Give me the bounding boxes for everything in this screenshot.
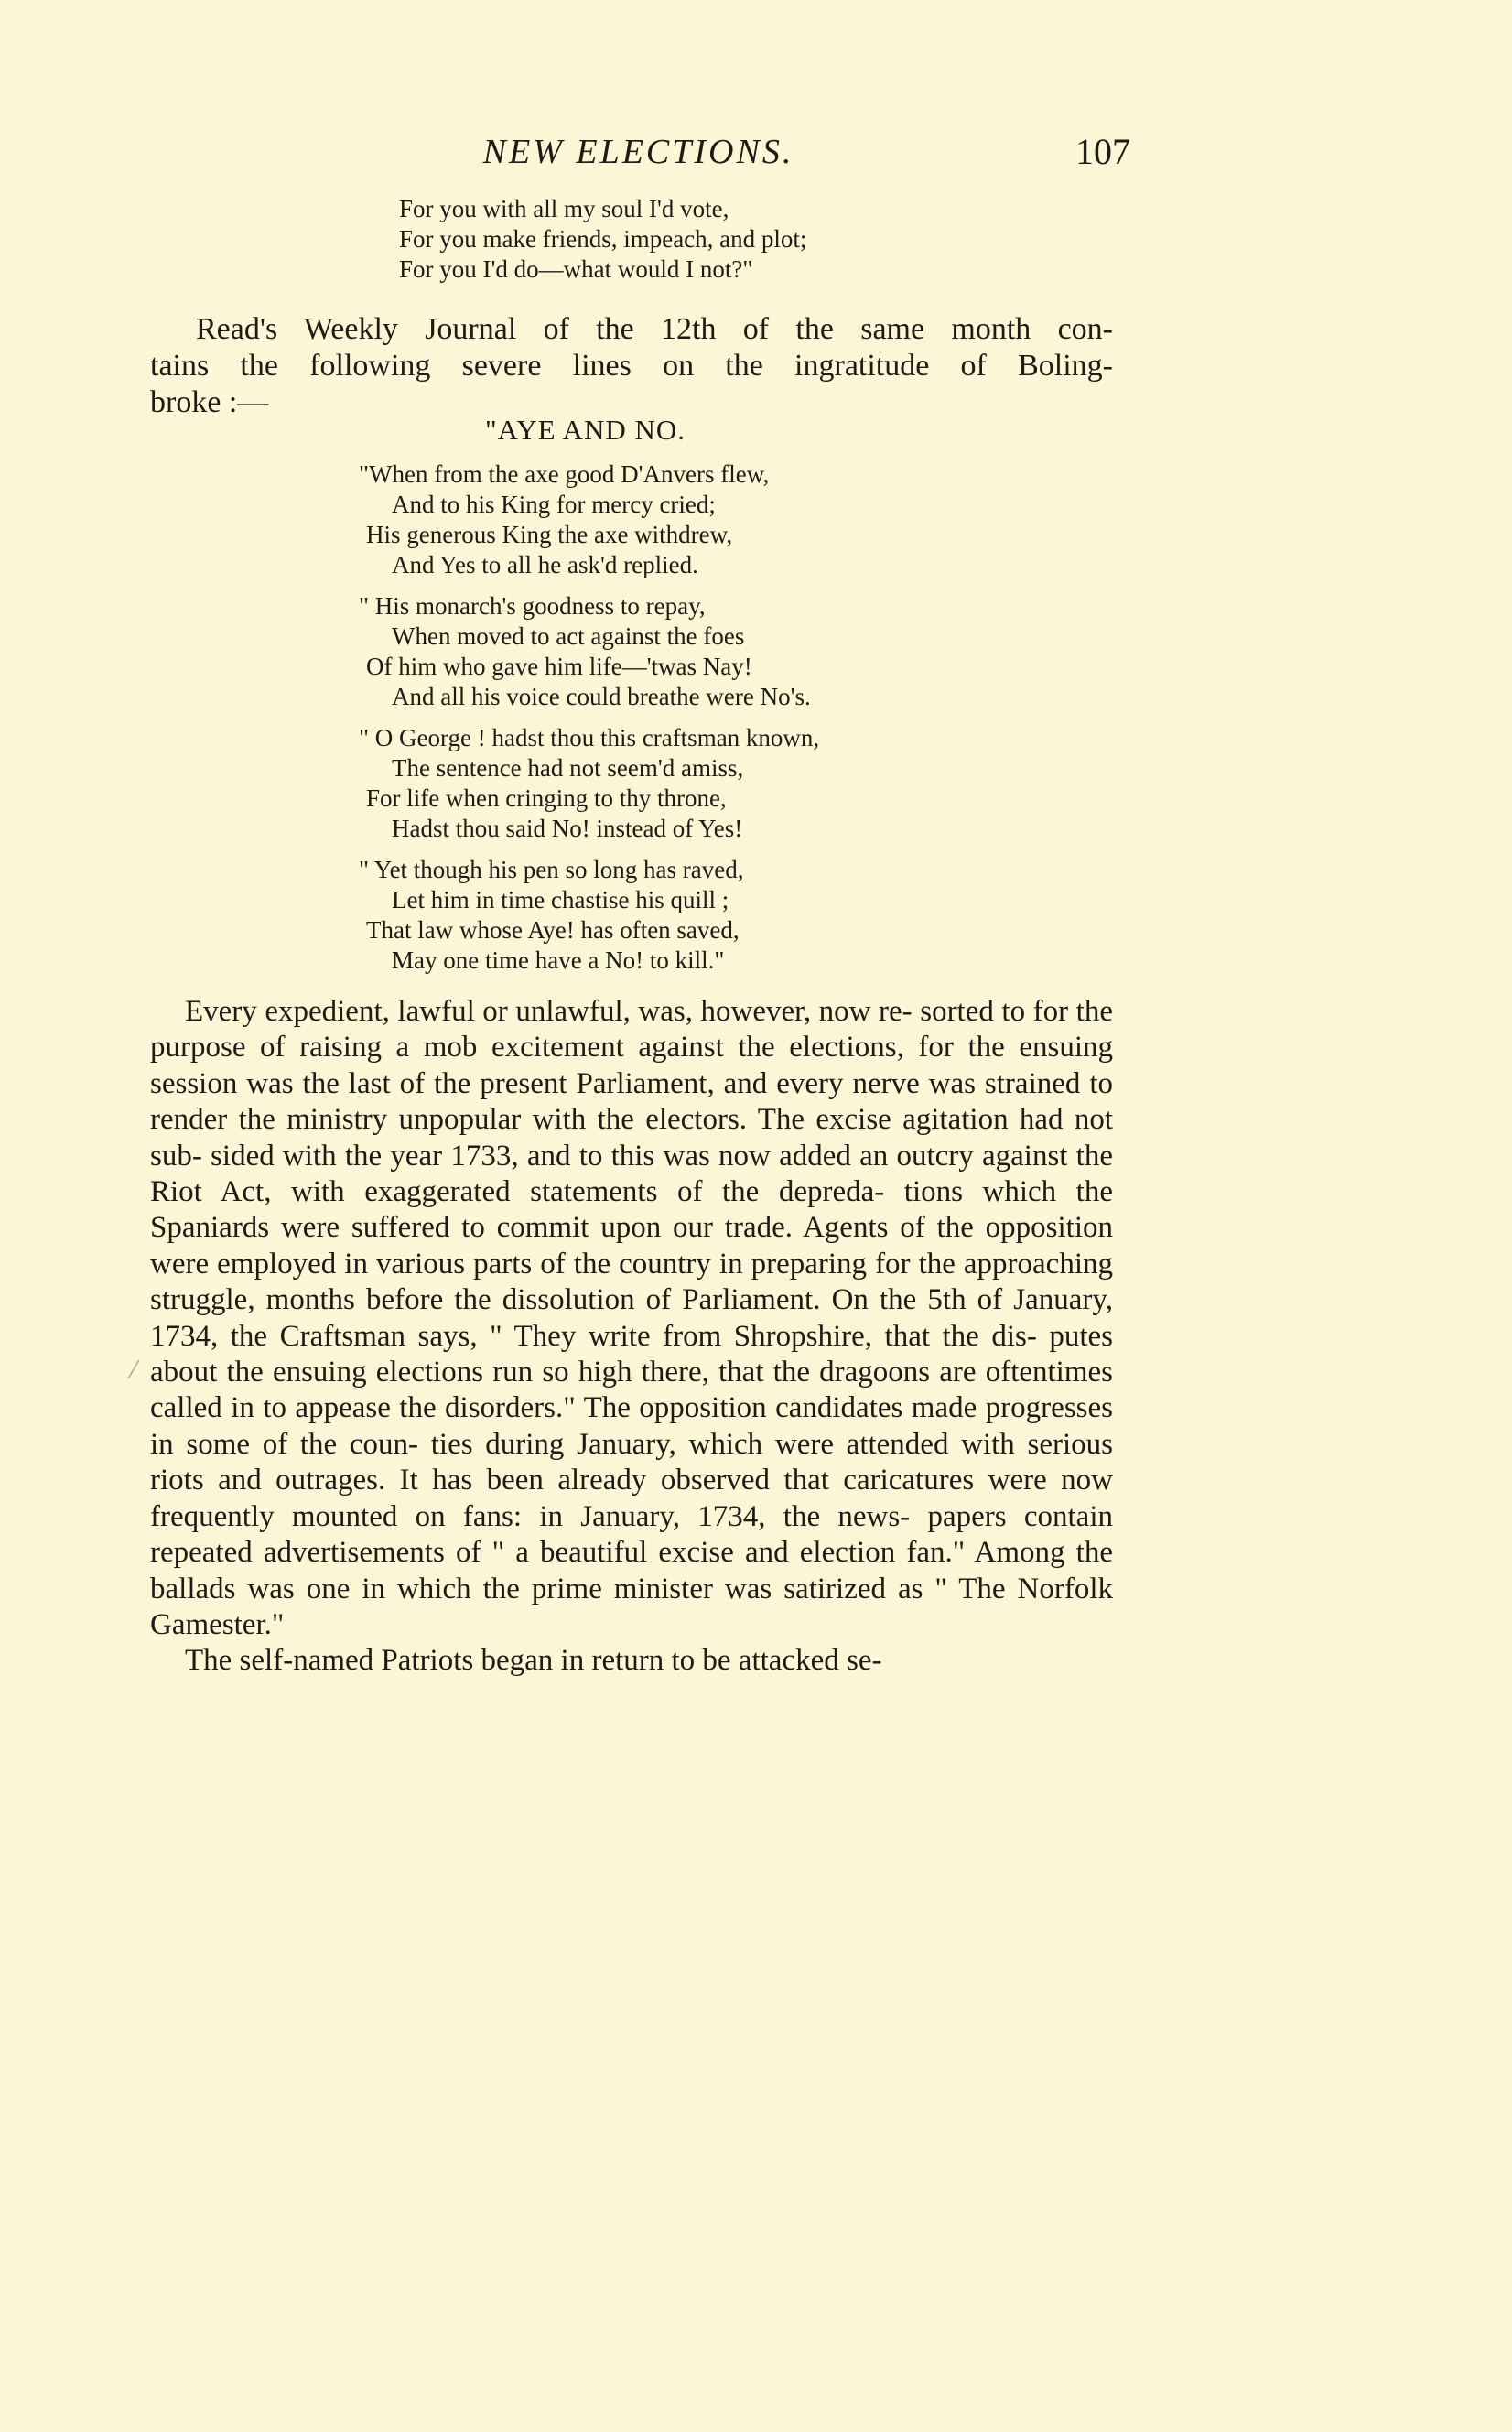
poem-line: And all his voice could breathe were No's. (392, 683, 811, 710)
poem-line: When moved to act against the foes (392, 622, 745, 650)
verse-line: For you I'd do—what would I not?" (399, 255, 753, 283)
intro-line: Read's Weekly Journal of the 12th of the same month con- (196, 312, 1113, 346)
stanza (359, 723, 819, 844)
poem-line: Let him in time chastise his quill ; (392, 886, 729, 913)
verse-top (399, 194, 806, 285)
poem-line: "When from the axe good D'Anvers flew, (359, 460, 770, 488)
poem-line: " O George ! hadst thou this craftsman known, (359, 724, 820, 751)
poem-line: That law whose Aye! has often saved, (366, 916, 740, 944)
poem-line: For life when cringing to thy throne, (366, 784, 727, 812)
page-number: 107 (1075, 131, 1130, 172)
running-head (146, 128, 1130, 183)
stanza (359, 459, 819, 580)
verse-line: For you with all my soul I'd vote, (399, 195, 729, 222)
poem-line: Hadst thou said No! instead of Yes! (392, 815, 743, 842)
intro-paragraph (150, 311, 1113, 421)
poem (359, 459, 819, 987)
stanza (359, 591, 819, 712)
poem-line: Of him who gave him life—'twas Nay! (366, 653, 752, 680)
stanza (359, 855, 819, 976)
body-text (150, 994, 1113, 1680)
poem-line: The sentence had not seem'd amiss, (392, 754, 744, 782)
poem-line: His generous King the axe withdrew, (366, 521, 733, 548)
running-title: NEW ELECTIONS. (482, 133, 794, 171)
margin-pencil-mark (127, 1360, 153, 1378)
poem-line: " His monarch's goodness to repay, (359, 592, 706, 620)
body-paragraph: The self-named Patriots began in return to be attacked se- (185, 1644, 882, 1678)
intro-line: broke :— (150, 385, 269, 419)
intro-line: tains the following severe lines on the ingratitude of Boling- (150, 349, 1113, 383)
body-paragraph: Every expedient, lawful or unlawful, was, however, now re- sorted to for the purpose of raising a mob excitement against the elections, for the ensuing session was the last of the present Parliament, and every nerve was strained to render the ministry unpopular with the electors. The excise agitation had not sub- sided with the year 1733, and to this was now added an outcry against the Riot Act, with exaggerated statements of the depreda- tions which the Spaniards were suffered to commit upon our trade. Agents of the opposition were employed in various parts of the country in preparing for the approaching struggle, months before the dissolution of Parliament. On the 5th of January, 1734, the Craftsman says, " They write from Shropshire, that the dis- putes about the ensuing elections run so high there, that the dragoons are oftentimes called in to appease the disorders." The opposition candidates made progresses in some of the coun- ties during January, which were attended with serious riots and outrages. It has been already observed that caricatures were now frequently mounted on fans: in January, 1734, the news- papers contain repeated advertisements of " a beautiful excise and election fan." Among the ballads was one in which the prime minister was satirized as " The Norfolk Gamester." (150, 995, 1113, 1641)
poem-line: And Yes to all he ask'd replied. (392, 551, 698, 578)
poem-title: "AYE AND NO. (485, 414, 686, 446)
poem-line: And to his King for mercy cried; (392, 491, 716, 518)
verse-line: For you make friends, impeach, and plot; (399, 225, 807, 253)
poem-line: " Yet though his pen so long has raved, (359, 856, 744, 883)
poem-line: May one time have a No! to kill." (392, 946, 725, 974)
